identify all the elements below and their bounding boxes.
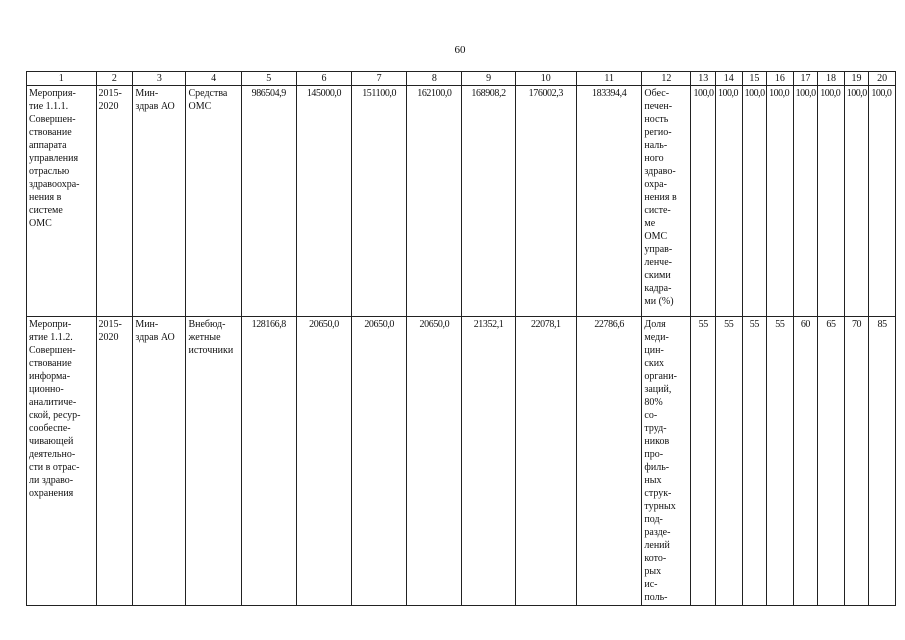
- header-cell: 17: [793, 72, 818, 86]
- header-row: [27, 72, 896, 86]
- amount-cell: 128166,8: [241, 317, 296, 606]
- event-cell: Меропри- ятие 1.1.2. Совершен- ствование информа- ционно- аналитиче- ской, ресур- сообеспе- чивающей деятельно- сти в отрас- ли здраво- охранения: [27, 317, 97, 606]
- header-cell: 10: [515, 72, 576, 86]
- header-cell: 7: [352, 72, 407, 86]
- value-cell: 100,0: [844, 86, 869, 317]
- value-cell: 100,0: [767, 86, 794, 317]
- source-cell: Средства ОМС: [186, 86, 241, 317]
- header-cell: 2: [96, 72, 133, 86]
- header-cell: 13: [691, 72, 716, 86]
- header-cell: 20: [869, 72, 896, 86]
- indicator-cell: Доля меди- цин- ских органи- заций, 80% со- труд- ников про- филь- ных струк- турных под- разде- лений кото- рых ис- поль-: [642, 317, 691, 606]
- amount-cell: 20650,0: [407, 317, 462, 606]
- header-cell: 11: [576, 72, 641, 86]
- header-cell: 4: [186, 72, 241, 86]
- value-cell: 55: [742, 317, 767, 606]
- value-cell: 55: [767, 317, 794, 606]
- executor-cell: Мин- здрав АО: [133, 86, 186, 317]
- amount-cell: 183394,4: [576, 86, 641, 317]
- header-cell: 1: [27, 72, 97, 86]
- value-cell: 55: [691, 317, 716, 606]
- amount-cell: 986504,9: [241, 86, 296, 317]
- amount-cell: 168908,2: [462, 86, 515, 317]
- amount-cell: 151100,0: [352, 86, 407, 317]
- header-cell: 18: [818, 72, 845, 86]
- value-cell: 100,0: [793, 86, 818, 317]
- event-cell: Мероприя- тие 1.1.1. Совершен- ствование аппарата управления отраслью здравоохра- нения в системе ОМС: [27, 86, 97, 317]
- header-cell: 19: [844, 72, 869, 86]
- page-number: 60: [454, 44, 466, 56]
- amount-cell: 22078,1: [515, 317, 576, 606]
- value-cell: 100,0: [742, 86, 767, 317]
- header-cell: 3: [133, 72, 186, 86]
- table-row: [27, 317, 896, 606]
- header-cell: 6: [296, 72, 351, 86]
- source-cell: Внебюд- жетные источники: [186, 317, 241, 606]
- value-cell: 100,0: [715, 86, 742, 317]
- value-cell: 55: [715, 317, 742, 606]
- amount-cell: 176002,3: [515, 86, 576, 317]
- value-cell: 70: [844, 317, 869, 606]
- value-cell: 100,0: [869, 86, 896, 317]
- value-cell: 65: [818, 317, 845, 606]
- header-cell: 8: [407, 72, 462, 86]
- executor-cell: Мин- здрав АО: [133, 317, 186, 606]
- value-cell: 100,0: [818, 86, 845, 317]
- value-cell: 100,0: [691, 86, 716, 317]
- header-cell: 12: [642, 72, 691, 86]
- amount-cell: 21352,1: [462, 317, 515, 606]
- amount-cell: 20650,0: [352, 317, 407, 606]
- amount-cell: 22786,6: [576, 317, 641, 606]
- header-cell: 16: [767, 72, 794, 86]
- amount-cell: 162100,0: [407, 86, 462, 317]
- header-cell: 5: [241, 72, 296, 86]
- table-row: [27, 86, 896, 317]
- value-cell: 60: [793, 317, 818, 606]
- years-cell: 2015- 2020: [96, 317, 133, 606]
- program-table: [26, 71, 896, 606]
- header-cell: 9: [462, 72, 515, 86]
- header-cell: 14: [715, 72, 742, 86]
- amount-cell: 20650,0: [296, 317, 351, 606]
- amount-cell: 145000,0: [296, 86, 351, 317]
- header-cell: 15: [742, 72, 767, 86]
- years-cell: 2015- 2020: [96, 86, 133, 317]
- indicator-cell: Обес- печен- ность регио- наль- ного здраво- охра- нения в систе- ме ОМС управ- ленче- скими кадра- ми (%): [642, 86, 691, 317]
- value-cell: 85: [869, 317, 896, 606]
